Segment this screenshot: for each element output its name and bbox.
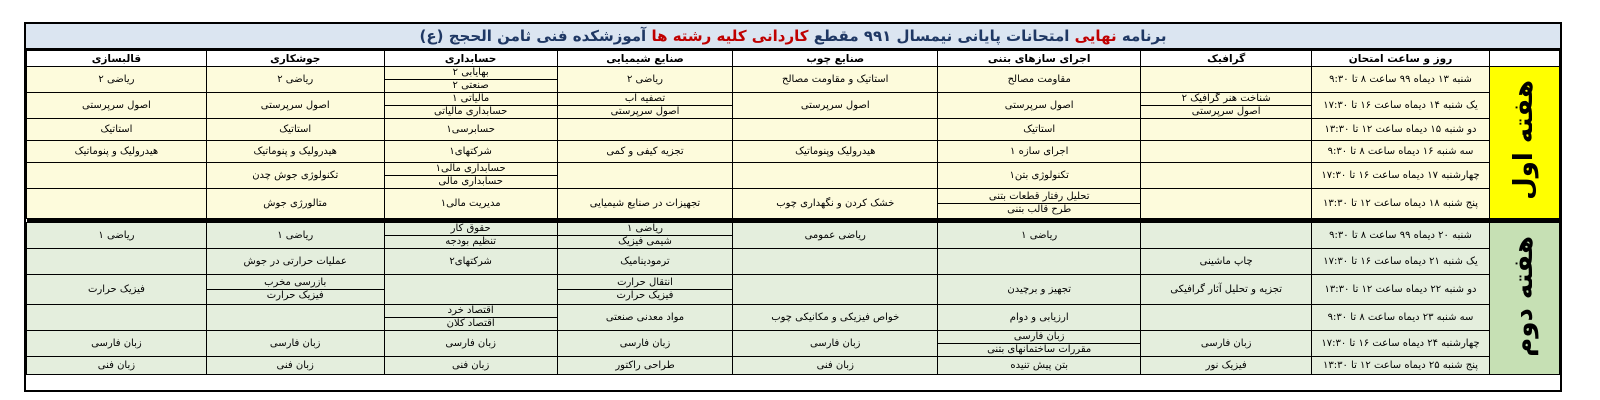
exam-cell [557, 163, 732, 189]
exam-cell [206, 189, 384, 219]
title-part-5: آموزشکده فنی ثامن الحجج (ع) [419, 27, 647, 45]
course-name: فیزیک نور [1205, 359, 1247, 371]
exam-day-time: دو شنبه ۲۲ دیماه ساعت ۱۲ تا ۱۳:۳۰ [1312, 275, 1490, 305]
exam-cell [1141, 331, 1312, 357]
course-name: ریاضی ۲ [98, 73, 135, 85]
course-name: ریاضی ۱ [98, 229, 135, 241]
course-name: ترمودینامیک [620, 255, 670, 267]
course-name: شرکتهای۲ [449, 255, 492, 267]
exam-day-time: پنج شنبه ۲۵ دیماه ساعت ۱۲ تا ۱۳:۳۰ [1312, 357, 1490, 375]
course-name: زبان فارسی [619, 337, 671, 349]
exam-cell [1141, 119, 1312, 141]
table-row [27, 119, 1560, 141]
exam-cell [206, 67, 384, 93]
exam-cell [733, 357, 938, 375]
exam-cell [557, 93, 732, 119]
exam-schedule-table [26, 50, 1560, 375]
exam-cell [938, 119, 1141, 141]
exam-cell [557, 223, 732, 249]
exam-day-time: یک شنبه ۱۴ دیماه ساعت ۱۶ تا ۱۷:۳۰ [1312, 93, 1490, 119]
exam-cell [27, 141, 207, 163]
exam-cell [1141, 305, 1312, 331]
exam-cell [27, 331, 207, 357]
exam-cell [938, 331, 1141, 357]
exam-day-time: سه شنبه ۲۳ دیماه ساعت ۸ تا ۹:۳۰ [1312, 305, 1490, 331]
week-label-cell [1489, 223, 1559, 375]
course-name: تجزیه و تحلیل آثار گرافیکی [1170, 283, 1283, 295]
exam-cell [1141, 163, 1312, 189]
exam-cell [384, 189, 557, 219]
exam-cell [733, 93, 938, 119]
course-name: هیدرولیک وپنوماتیک [795, 145, 876, 157]
exam-cell [384, 223, 557, 249]
exam-cell [938, 249, 1141, 275]
exam-cell [27, 275, 207, 305]
exam-day-time: شنبه ۲۰ دیماه ۹۹ ساعت ۸ تا ۹:۳۰ [1312, 223, 1490, 249]
exam-cell [206, 163, 384, 189]
table-row [27, 163, 1560, 189]
header-row [27, 51, 1560, 67]
course-name: تجزیه کیفی و کمی [606, 145, 684, 157]
exam-cell [1141, 357, 1312, 375]
exam-cell [384, 141, 557, 163]
page-title [26, 24, 1560, 50]
course-name: زبان فارسی [1200, 337, 1252, 349]
exam-day-time: چهارشنبه ۱۷ دیماه ساعت ۱۶ تا ۱۷:۳۰ [1312, 163, 1490, 189]
exam-cell [206, 249, 384, 275]
exam-cell [938, 275, 1141, 305]
header-field: گرافیک [1141, 51, 1312, 67]
exam-cell [938, 93, 1141, 119]
course-name: انتقال حرارت [617, 277, 673, 288]
table-row [27, 249, 1560, 275]
exam-cell [557, 331, 732, 357]
course-name: زبان فارسی [445, 337, 496, 349]
exam-cell [938, 163, 1141, 189]
exam-cell [384, 357, 557, 375]
course-name: ریاضی ۱ [626, 223, 664, 234]
exam-cell [27, 119, 207, 141]
exam-cell [733, 163, 938, 189]
table-row [27, 357, 1560, 375]
header-field: صنایع چوب [733, 51, 938, 67]
table-row [27, 93, 1560, 119]
exam-cell [1141, 93, 1312, 119]
exam-cell [1141, 223, 1312, 249]
exam-cell [557, 141, 732, 163]
exam-cell [938, 189, 1141, 219]
course-name: زبان فارسی [1013, 331, 1065, 342]
exam-cell [733, 249, 938, 275]
exam-cell [384, 163, 557, 189]
exam-cell [206, 275, 384, 305]
exam-day-time: شنبه ۱۳ دیماه ۹۹ ساعت ۸ تا ۹:۳۰ [1312, 67, 1490, 93]
exam-cell [938, 223, 1141, 249]
exam-day-time: پنج شنبه ۱۸ دیماه ساعت ۱۲ تا ۱۳:۳۰ [1312, 189, 1490, 219]
header-field: صنایع شیمیایی [557, 51, 732, 67]
course-name: مواد معدنی صنعتی [605, 311, 685, 323]
exam-cell [557, 305, 732, 331]
exam-cell [27, 93, 207, 119]
course-name: فیزیک حرارت [87, 283, 145, 295]
week-label: هفته اول [1509, 80, 1540, 200]
exam-cell [206, 223, 384, 249]
exam-cell [1141, 275, 1312, 305]
exam-cell [27, 189, 207, 219]
course-name: طرح قالب بتنی [938, 203, 1140, 216]
course-name: شیمی فیزیک [558, 235, 732, 248]
exam-cell [938, 305, 1141, 331]
course-name: شناخت هنر گرافیک ۲ [1181, 93, 1271, 104]
exam-day-time: یک شنبه ۲۱ دیماه ساعت ۱۶ تا ۱۷:۳۰ [1312, 249, 1490, 275]
exam-cell [733, 305, 938, 331]
exam-cell [27, 357, 207, 375]
course-name: ریاضی ۱ [1021, 229, 1058, 241]
course-name: استاتیک [1023, 123, 1056, 135]
course-name: هیدرولیک و پنوماتیک [253, 145, 337, 157]
title-part-4: کاردانی کلیه رشته ها [651, 27, 809, 45]
exam-cell [557, 249, 732, 275]
exam-cell [938, 67, 1141, 93]
exam-cell [557, 189, 732, 219]
exam-cell [384, 331, 557, 357]
course-name: شرکتهای۱ [449, 145, 492, 157]
course-name: تنظیم بودجه [385, 235, 557, 248]
exam-cell [27, 223, 207, 249]
course-name: حسابداری مالیاتی [385, 105, 557, 118]
header-field: حسابداری [384, 51, 557, 67]
course-name: زبان فنی [276, 359, 314, 371]
course-name: تکنولوژی جوش چدن [252, 169, 339, 181]
exam-cell [206, 305, 384, 331]
course-name: چاپ ماشینی [1199, 255, 1253, 267]
course-name: حسابداری مالی۱ [435, 163, 506, 174]
exam-day-time: سه شنبه ۱۶ دیماه ساعت ۸ تا ۹:۳۰ [1312, 141, 1490, 163]
exam-cell [206, 357, 384, 375]
header-field: قالبسازی [27, 51, 207, 67]
course-name: اقتصاد خرد [447, 305, 494, 316]
course-name: طراحی راکتور [615, 359, 675, 371]
course-name: تصفیه آب [624, 93, 666, 104]
exam-cell [733, 223, 938, 249]
exam-cell [557, 275, 732, 305]
exam-cell [733, 119, 938, 141]
title-part-3: امتحانات پایانی نیمسال ۹۹۱ مقطع [813, 27, 1070, 45]
exam-day-time: دو شنبه ۱۵ دیماه ساعت ۱۲ تا ۱۳:۳۰ [1312, 119, 1490, 141]
exam-day-time: چهارشنبه ۲۴ دیماه ساعت ۱۶ تا ۱۷:۳۰ [1312, 331, 1490, 357]
course-name: حسابداری مالی [385, 175, 557, 188]
course-name: بهایابی ۲ [452, 67, 489, 78]
course-name: زبان فنی [451, 359, 490, 371]
course-name: ریاضی ۲ [277, 73, 314, 85]
course-name: مدیریت مالی۱ [440, 197, 501, 209]
course-name: استاتیک [100, 123, 133, 135]
header-day-time: روز و ساعت امتحان [1312, 51, 1490, 67]
table-row [27, 189, 1560, 219]
exam-cell [733, 275, 938, 305]
exam-cell [557, 119, 732, 141]
exam-cell [384, 275, 557, 305]
week-label: هفته دوم [1509, 235, 1540, 357]
course-name: مقاومت مصالح [1007, 73, 1071, 85]
course-name: اصول سرپرستی [1141, 105, 1311, 118]
table-row [27, 275, 1560, 305]
course-name: زبان فنی [816, 359, 854, 371]
course-name: اقتصاد کلان [385, 317, 557, 330]
course-name: استاتیک و مقاومت مصالح [782, 73, 889, 85]
course-name: حسابرسی۱ [446, 123, 495, 135]
course-name: اصول سرپرستی [1004, 99, 1074, 111]
exam-cell [1141, 67, 1312, 93]
exam-cell [384, 119, 557, 141]
course-name: بتن پیش تنیده [1010, 359, 1069, 371]
title-part-2: نهایی [1074, 27, 1117, 45]
exam-cell [384, 305, 557, 331]
exam-cell [1141, 249, 1312, 275]
course-name: خواص فیزیکی و مکانیکی چوب [771, 311, 900, 323]
course-name: زبان فنی [97, 359, 136, 371]
exam-cell [27, 305, 207, 331]
exam-cell [1141, 189, 1312, 219]
exam-cell [733, 141, 938, 163]
course-name: اصول سرپرستی [800, 99, 870, 111]
course-name: تجهیزات در صنایع شیمیایی [589, 197, 701, 209]
header-field: جوشکاری [206, 51, 384, 67]
course-name: خشک کردن و نگهداری چوب [776, 197, 895, 209]
week-label-cell [1489, 67, 1559, 219]
exam-cell [733, 67, 938, 93]
table-row [27, 141, 1560, 163]
course-name: هیدرولیک و پنوماتیک [74, 145, 159, 157]
course-name: زبان فارسی [269, 337, 321, 349]
course-name: مقررات ساختمانهای بتنی [938, 343, 1140, 356]
exam-cell [733, 331, 938, 357]
table-row [27, 331, 1560, 357]
course-name: زبان فارسی [809, 337, 861, 349]
exam-cell [557, 67, 732, 93]
course-name: تجهیز و برچیدن [1007, 283, 1072, 295]
course-name: ریاضی عمومی [804, 229, 866, 241]
exam-cell [384, 249, 557, 275]
exam-cell [206, 331, 384, 357]
exam-cell [938, 141, 1141, 163]
exam-cell [27, 249, 207, 275]
course-name: بازرسی مخرب [264, 277, 327, 288]
course-name: اصول سرپرستی [260, 99, 330, 111]
course-name: حقوق کار [450, 223, 491, 234]
table-row [27, 305, 1560, 331]
exam-cell [384, 67, 557, 93]
exam-cell [206, 141, 384, 163]
course-name: فیزیک حرارت [558, 289, 732, 302]
exam-cell [1141, 141, 1312, 163]
exam-cell [384, 93, 557, 119]
header-week [1489, 51, 1559, 67]
exam-cell [206, 119, 384, 141]
course-name: استاتیک [279, 123, 312, 135]
course-name: متالورژی جوش [263, 197, 328, 209]
course-name: مالیاتی ۱ [452, 93, 490, 104]
exam-cell [27, 67, 207, 93]
course-name: اجرای سازه ۱ [1010, 145, 1069, 157]
exam-cell [557, 357, 732, 375]
course-name: اصول سرپرستی [558, 105, 732, 118]
course-name: تکنولوژی بتن۱ [1009, 169, 1069, 181]
table-row [27, 223, 1560, 249]
course-name: زبان فارسی [91, 337, 142, 349]
course-name: اصول سرپرستی [82, 99, 151, 111]
course-name: فیزیک حرارت [207, 289, 384, 302]
course-name: تحلیل رفتار قطعات بتنی [988, 191, 1090, 202]
exam-cell [938, 357, 1141, 375]
title-part-1: برنامه [1121, 27, 1167, 45]
exam-cell [206, 93, 384, 119]
exam-cell [733, 189, 938, 219]
course-name: عملیات حرارتی در جوش [243, 255, 347, 267]
exam-cell [27, 163, 207, 189]
course-name: ارزیابی و دوام [1009, 311, 1069, 323]
table-row [27, 67, 1560, 93]
schedule-frame [24, 22, 1562, 392]
course-name: ریاضی ۱ [277, 229, 314, 241]
course-name: صنعتی ۲ [385, 79, 557, 92]
header-field: اجرای سازهای بتنی [938, 51, 1141, 67]
course-name: ریاضی ۲ [626, 73, 664, 85]
